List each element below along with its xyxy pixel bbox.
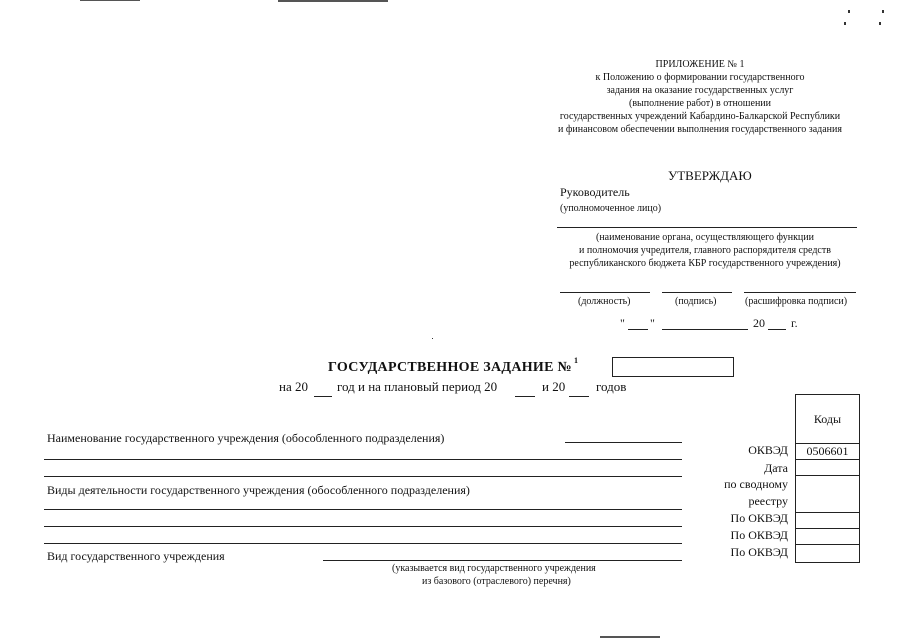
okved-label-3: По ОКВЭД (730, 528, 788, 542)
institution-name-line-3[interactable] (44, 476, 682, 477)
org-caption-line: республиканского бюджета КБР государственного учреждения) (569, 258, 841, 269)
okved-label-4: По ОКВЭД (730, 545, 788, 559)
year-line[interactable] (768, 329, 786, 330)
activity-types-line[interactable] (44, 509, 682, 510)
authorized-person-label: (уполномоченное лицо) (560, 203, 662, 214)
codes-table (795, 394, 860, 563)
date-code-cell[interactable] (796, 460, 860, 476)
plan-year-1-field[interactable] (515, 396, 535, 397)
appendix-line: к Положению о формировании государственного (595, 72, 805, 83)
okved-code-cell-2[interactable] (796, 513, 860, 529)
registry-label-2: реестру (748, 494, 788, 508)
appendix-line: (выполнение работ) в отношении (628, 98, 771, 109)
appendix-line: ПРИЛОЖЕНИЕ № 1 (655, 59, 745, 70)
date-open-quote: " (620, 316, 625, 330)
institution-type-label: Вид государственного учреждения (47, 549, 225, 563)
task-title: ГОСУДАРСТВЕННОЕ ЗАДАНИЕ № (328, 360, 572, 375)
footnote-mark: 1 (574, 356, 578, 365)
registry-label-1: по сводному (724, 477, 788, 491)
year-prefix: 20 (753, 316, 765, 330)
institution-name-line-2[interactable] (44, 459, 682, 460)
scan-speck (879, 22, 881, 25)
appendix-header (540, 58, 860, 136)
appendix-line: государственных учреждений Кабардино-Балкарской Республики (559, 111, 841, 122)
date-label: Дата (764, 461, 788, 475)
period-and: и 20 (542, 379, 566, 394)
scan-artifact (600, 636, 660, 638)
approval-title: УТВЕРЖДАЮ (668, 168, 752, 183)
day-line[interactable] (628, 329, 648, 330)
date-close-quote: " (650, 316, 655, 330)
institution-type-line[interactable] (323, 560, 682, 561)
signature-caption: (подпись) (675, 296, 717, 307)
activity-types-line-3[interactable] (44, 543, 682, 544)
position-line[interactable] (560, 292, 650, 293)
year-field[interactable] (314, 396, 332, 397)
plan-year-2-field[interactable] (569, 396, 589, 397)
scan-speck (844, 22, 846, 25)
period-middle: год и на плановый период 20 (337, 379, 498, 394)
scan-artifact (80, 0, 140, 1)
org-caption-line: и полномочия учредителя, главного распорядителя средств (579, 245, 831, 256)
scan-speck (848, 10, 850, 13)
period-suffix: годов (596, 379, 627, 394)
appendix-line: задания на оказание государственных услуг (606, 85, 794, 96)
scan-speck (432, 338, 433, 339)
okved-code-cell-4[interactable] (796, 545, 860, 563)
decoding-line[interactable] (744, 292, 856, 293)
month-line[interactable] (662, 329, 748, 330)
codes-header: Коды (796, 395, 860, 444)
registry-code-cell[interactable] (796, 476, 860, 513)
okved-label: ОКВЭД (748, 443, 788, 457)
period-prefix: на 20 (279, 379, 308, 394)
type-note-line: из базового (отраслевого) перечня) (422, 576, 571, 587)
institution-name-line[interactable] (565, 442, 682, 443)
signature-line[interactable] (662, 292, 732, 293)
appendix-line: и финансовом обеспечении выполнения государственного задания (558, 124, 842, 135)
type-note-line: (указывается вид государственного учреждения (392, 563, 596, 574)
head-label: Руководитель (560, 185, 630, 199)
scan-speck (882, 10, 884, 13)
org-caption (545, 231, 865, 270)
activity-types-label: Виды деятельности государственного учреждения (обособленного подразделения) (47, 483, 470, 497)
okved-code-cell[interactable]: 0506601 (796, 444, 860, 460)
org-caption-line: (наименование органа, осуществляющего функции (596, 232, 814, 243)
year-suffix: г. (791, 316, 798, 330)
decoding-caption: (расшифровка подписи) (745, 296, 848, 307)
okved-label-2: По ОКВЭД (730, 511, 788, 525)
org-name-line[interactable] (557, 227, 857, 228)
scan-artifact (278, 0, 388, 2)
task-number-field[interactable] (612, 357, 734, 377)
activity-types-line-2[interactable] (44, 526, 682, 527)
position-caption: (должность) (578, 296, 631, 307)
institution-name-label: Наименование государственного учреждения (обособленного подразделения) (47, 431, 445, 445)
okved-code-cell-3[interactable] (796, 529, 860, 545)
